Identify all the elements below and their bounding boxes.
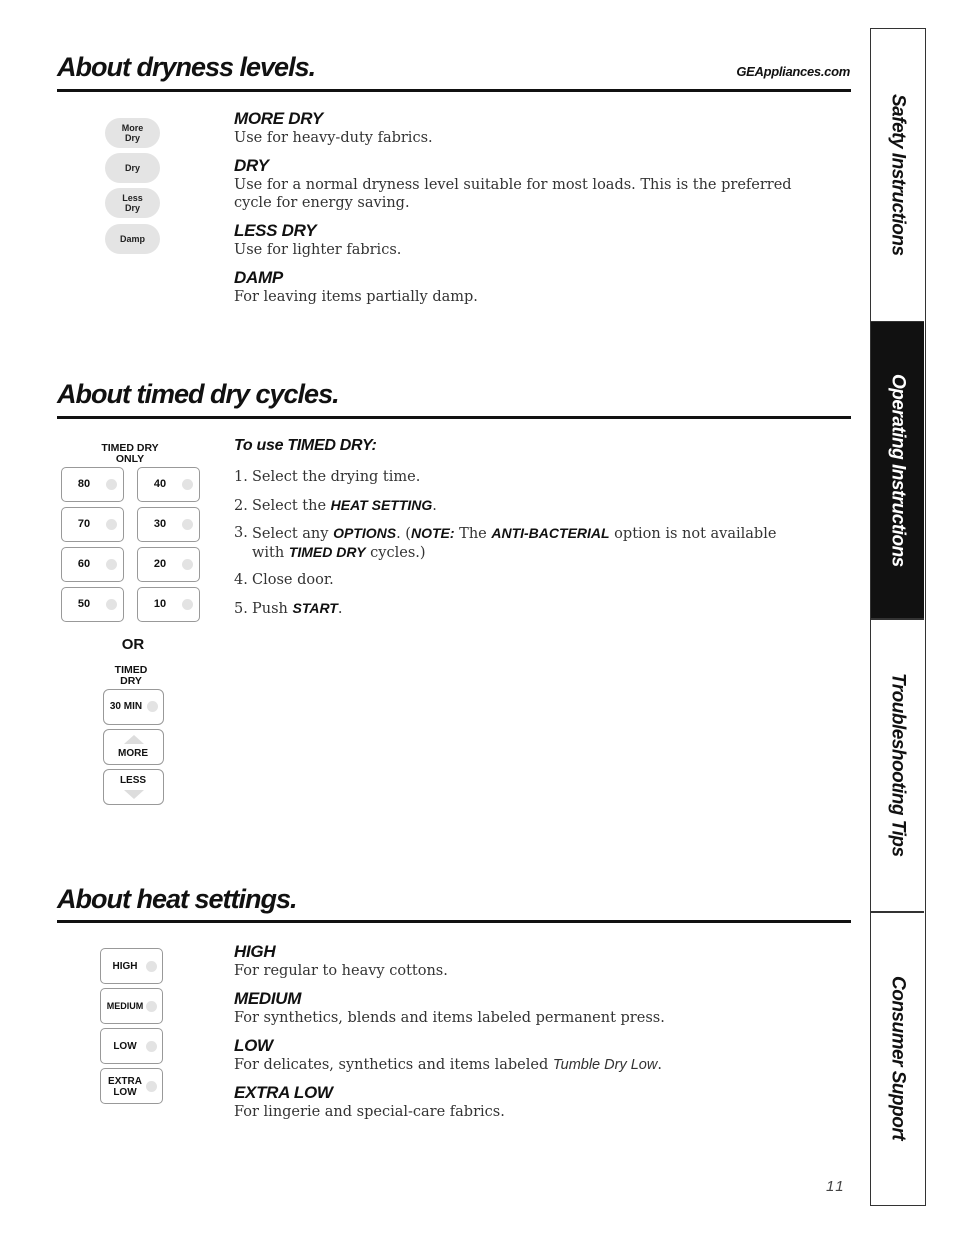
indicator-light [106,479,117,490]
more-time-button: MORE [103,729,164,765]
section-title-dryness: About dryness levels. [57,52,316,82]
damp-button: Damp [105,224,160,254]
item-heading: HIGH [234,942,276,961]
more-dry-button: More Dry [105,118,160,148]
dry-button: Dry [105,153,160,183]
section-rule [57,89,851,92]
item-heading: DAMP [234,268,283,287]
arrow-down-icon [124,790,144,799]
indicator-light [182,519,193,530]
arrow-up-icon [124,735,144,744]
item-heading: DRY [234,156,269,175]
indicator-light [146,961,157,972]
section-title-timed: About timed dry cycles. [57,379,339,409]
indicator-light [146,1001,157,1012]
time-10-button: 10 [137,587,200,622]
item-text: Use for a normal dryness level suitable for most loads. This is the preferred cycle for energy saving. [234,177,792,211]
or-label: OR [121,636,145,653]
medium-heat-button: MEDIUM [100,988,163,1024]
item-text: For regular to heavy cottons. [234,963,448,979]
tab-safety-instructions[interactable]: Safety Instructions [887,94,909,256]
tab-consumer-support[interactable]: Consumer Support [887,976,909,1141]
less-dry-button: Less Dry [105,188,160,218]
section-rule [57,416,851,419]
time-70-button: 70 [61,507,124,542]
tab-troubleshooting-tips[interactable]: Troubleshooting Tips [887,673,909,857]
time-50-button: 50 [61,587,124,622]
time-30-button: 30 [137,507,200,542]
time-20-button: 20 [137,547,200,582]
indicator-light [182,559,193,570]
time-40-button: 40 [137,467,200,502]
item-heading: EXTRA LOW [234,1083,333,1102]
item-heading: LESS DRY [234,221,317,240]
item-text: For synthetics, blends and items labeled permanent press. [234,1010,665,1026]
page-number: 11 [826,1178,846,1195]
timed-dry-heading: To use TIMED DRY: [234,437,377,454]
section-title-heat: About heat settings. [57,884,297,914]
high-heat-button: HIGH [100,948,163,984]
indicator-light [147,701,158,712]
indicator-light [106,519,117,530]
indicator-light [106,599,117,610]
time-30-min-button: 30 MIN [103,689,164,725]
timed-dry-only-label: TIMED DRY ONLY [101,442,159,465]
site-url[interactable]: GEAppliances.com [736,64,850,79]
less-time-button: LESS [103,769,164,805]
item-text: For leaving items partially damp. [234,289,478,305]
time-60-button: 60 [61,547,124,582]
section-rule [57,920,851,923]
side-tab-bar [870,28,926,1206]
item-text: For delicates, synthetics and items labeled Tumble Dry Low. [234,1057,662,1073]
dryness-descriptions [234,109,794,306]
time-80-button: 80 [61,467,124,502]
item-text: Use for lighter fabrics. [234,242,402,258]
item-text: Use for heavy-duty fabrics. [234,130,433,146]
step-2: 2. Select the HEAT SETTING. [234,497,437,514]
low-heat-button: LOW [100,1028,163,1064]
item-heading: MORE DRY [234,109,323,128]
item-heading: LOW [234,1036,273,1055]
indicator-light [182,599,193,610]
extra-low-heat-button: EXTRA LOW [100,1068,163,1104]
item-heading: MEDIUM [234,989,302,1008]
step-1: 1. Select the drying time. [234,469,421,485]
indicator-light [106,559,117,570]
step-5: 5. Push START. [234,600,343,617]
tab-operating-instructions[interactable]: Operating Instructions [871,322,924,618]
item-text: For lingerie and special-care fabrics. [234,1104,505,1120]
indicator-light [146,1081,157,1092]
indicator-light [146,1041,157,1052]
step-4: 4. Close door. [234,572,334,588]
indicator-light [182,479,193,490]
heat-descriptions [234,942,794,1121]
timed-dry-label: TIMED DRY [114,664,148,687]
step-3: 3. Select any OPTIONS. (NOTE: The ANTI-BACTERIAL option is not available with TIMED DRY cycles.) [234,525,777,561]
